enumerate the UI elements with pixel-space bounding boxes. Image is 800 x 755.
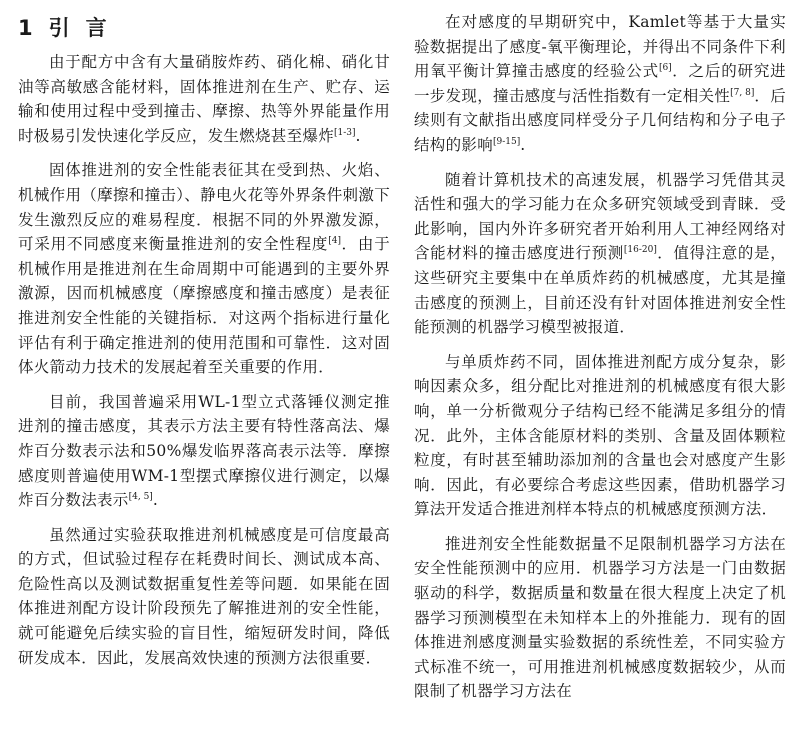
paragraph-intro-hazard: 由于配方中含有大量硝胺炸药、硝化棉、硝化甘油等高敏感含能材料，固体推进剂在生产、贮存、运输和使用过程中受到撞击、摩擦、热等外界能量作用时极易引发快速化学反应，发生燃烧甚至爆炸[1-3]. <box>18 53 390 145</box>
section-number: 1 <box>18 16 33 40</box>
citation: [6] <box>658 63 672 74</box>
left-column <box>18 8 390 670</box>
right-column <box>414 8 786 704</box>
paragraph-propellant-complexity: 与单质炸药不同，固体推进剂配方成分复杂，影响因素众多，组分配比对推进剂的机械感度有很大影响，单一分析微观分子结构已经不能满足多组分的情况．此外，主体含能原材料的类别、含量及固体颗粒粒度，有时甚至辅助添加剂的含量也会对感度产生影响．因此，有必要综合考虑这些因素，借助机器学习算法开发适合推进剂样本特点的机械感度预测方法． <box>414 352 786 519</box>
paragraph-safety-definition: 固体推进剂的安全性能表征其在受到热、火焰、机械作用（摩擦和撞击）、静电火花等外界条件刺激下发生激烈反应的难易程度．根据不同的外界激发源，可采用不同感度来衡量推进剂的安全性程度[4]．由于机械作用是推进剂在生命周期中可能遇到的主要外界激源，因而机械感度（摩擦感度和撞击感度）是表征推进剂安全性能的关键指标．对这两个指标进行量化评估有利于确定推进剂的使用范围和可靠性．这对固体火箭动力技术的发展起着至关重要的作用． <box>18 161 391 377</box>
paragraph-early-research: 在对感度的早期研究中，Kamlet等基于大量实验数据提出了感度-氧平衡理论，并得出不同条件下利用氧平衡计算撞击感度的经验公式[6]．之后的研究进一步发现，撞击感度与活性指数有一定相关性[7, 8]．后续则有文献指出感度同样受分子几何结构和分子电子结构的影响[9-15]. <box>414 13 786 154</box>
section-title: 引言 <box>48 16 123 40</box>
paragraph-test-methods: 目前，我国普遍采用WL-1型立式落锤仪测定推进剂的撞击感度，其表示方法主要有特性落高法、爆炸百分数表示法和50%爆发临界落高表示法等．摩擦感度则普遍使用WM-1型摆式摩擦仪进行测定，以爆炸百分数法表示[4, 5]. <box>18 392 390 510</box>
paragraph-data-limitation: 推进剂安全性能数据量不足限制机器学习方法在安全性能预测中的应用．机器学习方法是一门由数据驱动的科学，数据质量和数量在很大程度上决定了机器学习预测模型在未知样本上的外推能力．现有的固体推进剂感度测量实验数据的系统性差，不同实验方式标准不统一，可用推进剂机械感度数据较少，从而限制了机器学习方法在 <box>414 534 786 701</box>
section-heading <box>18 8 390 48</box>
citation: [1-3] <box>334 127 356 138</box>
citation: [4] <box>328 236 342 247</box>
citation: [4, 5] <box>128 492 153 503</box>
paragraph-prediction-need: 虽然通过实验获取推进剂机械感度是可信度最高的方式，但试验过程存在耗费时间长、测试成本高、危险性高以及测试数据重复性差等问题．如果能在固体推进剂配方设计阶段预先了解推进剂的安全性能，就可能避免后续实验的盲目性，缩短研发时间，降低研发成本．因此，发展高效快速的预测方法很重要． <box>18 525 390 667</box>
citation: [7, 8] <box>730 87 755 98</box>
citation: [9-15] <box>493 136 521 147</box>
paragraph-machine-learning: 随着计算机技术的高速发展，机器学习凭借其灵活性和强大的学习能力在众多研究领域受到青睐．受此影响，国内外许多研究者开始利用人工神经网络对含能材料的撞击感度进行预测[16-20]．值得注意的是，这些研究主要集中在单质炸药的机械感度，尤其是撞击感度的预测上，目前还没有针对固体推进剂安全性能预测的机器学习模型被报道． <box>414 170 786 337</box>
citation: [16-20] <box>623 245 657 256</box>
